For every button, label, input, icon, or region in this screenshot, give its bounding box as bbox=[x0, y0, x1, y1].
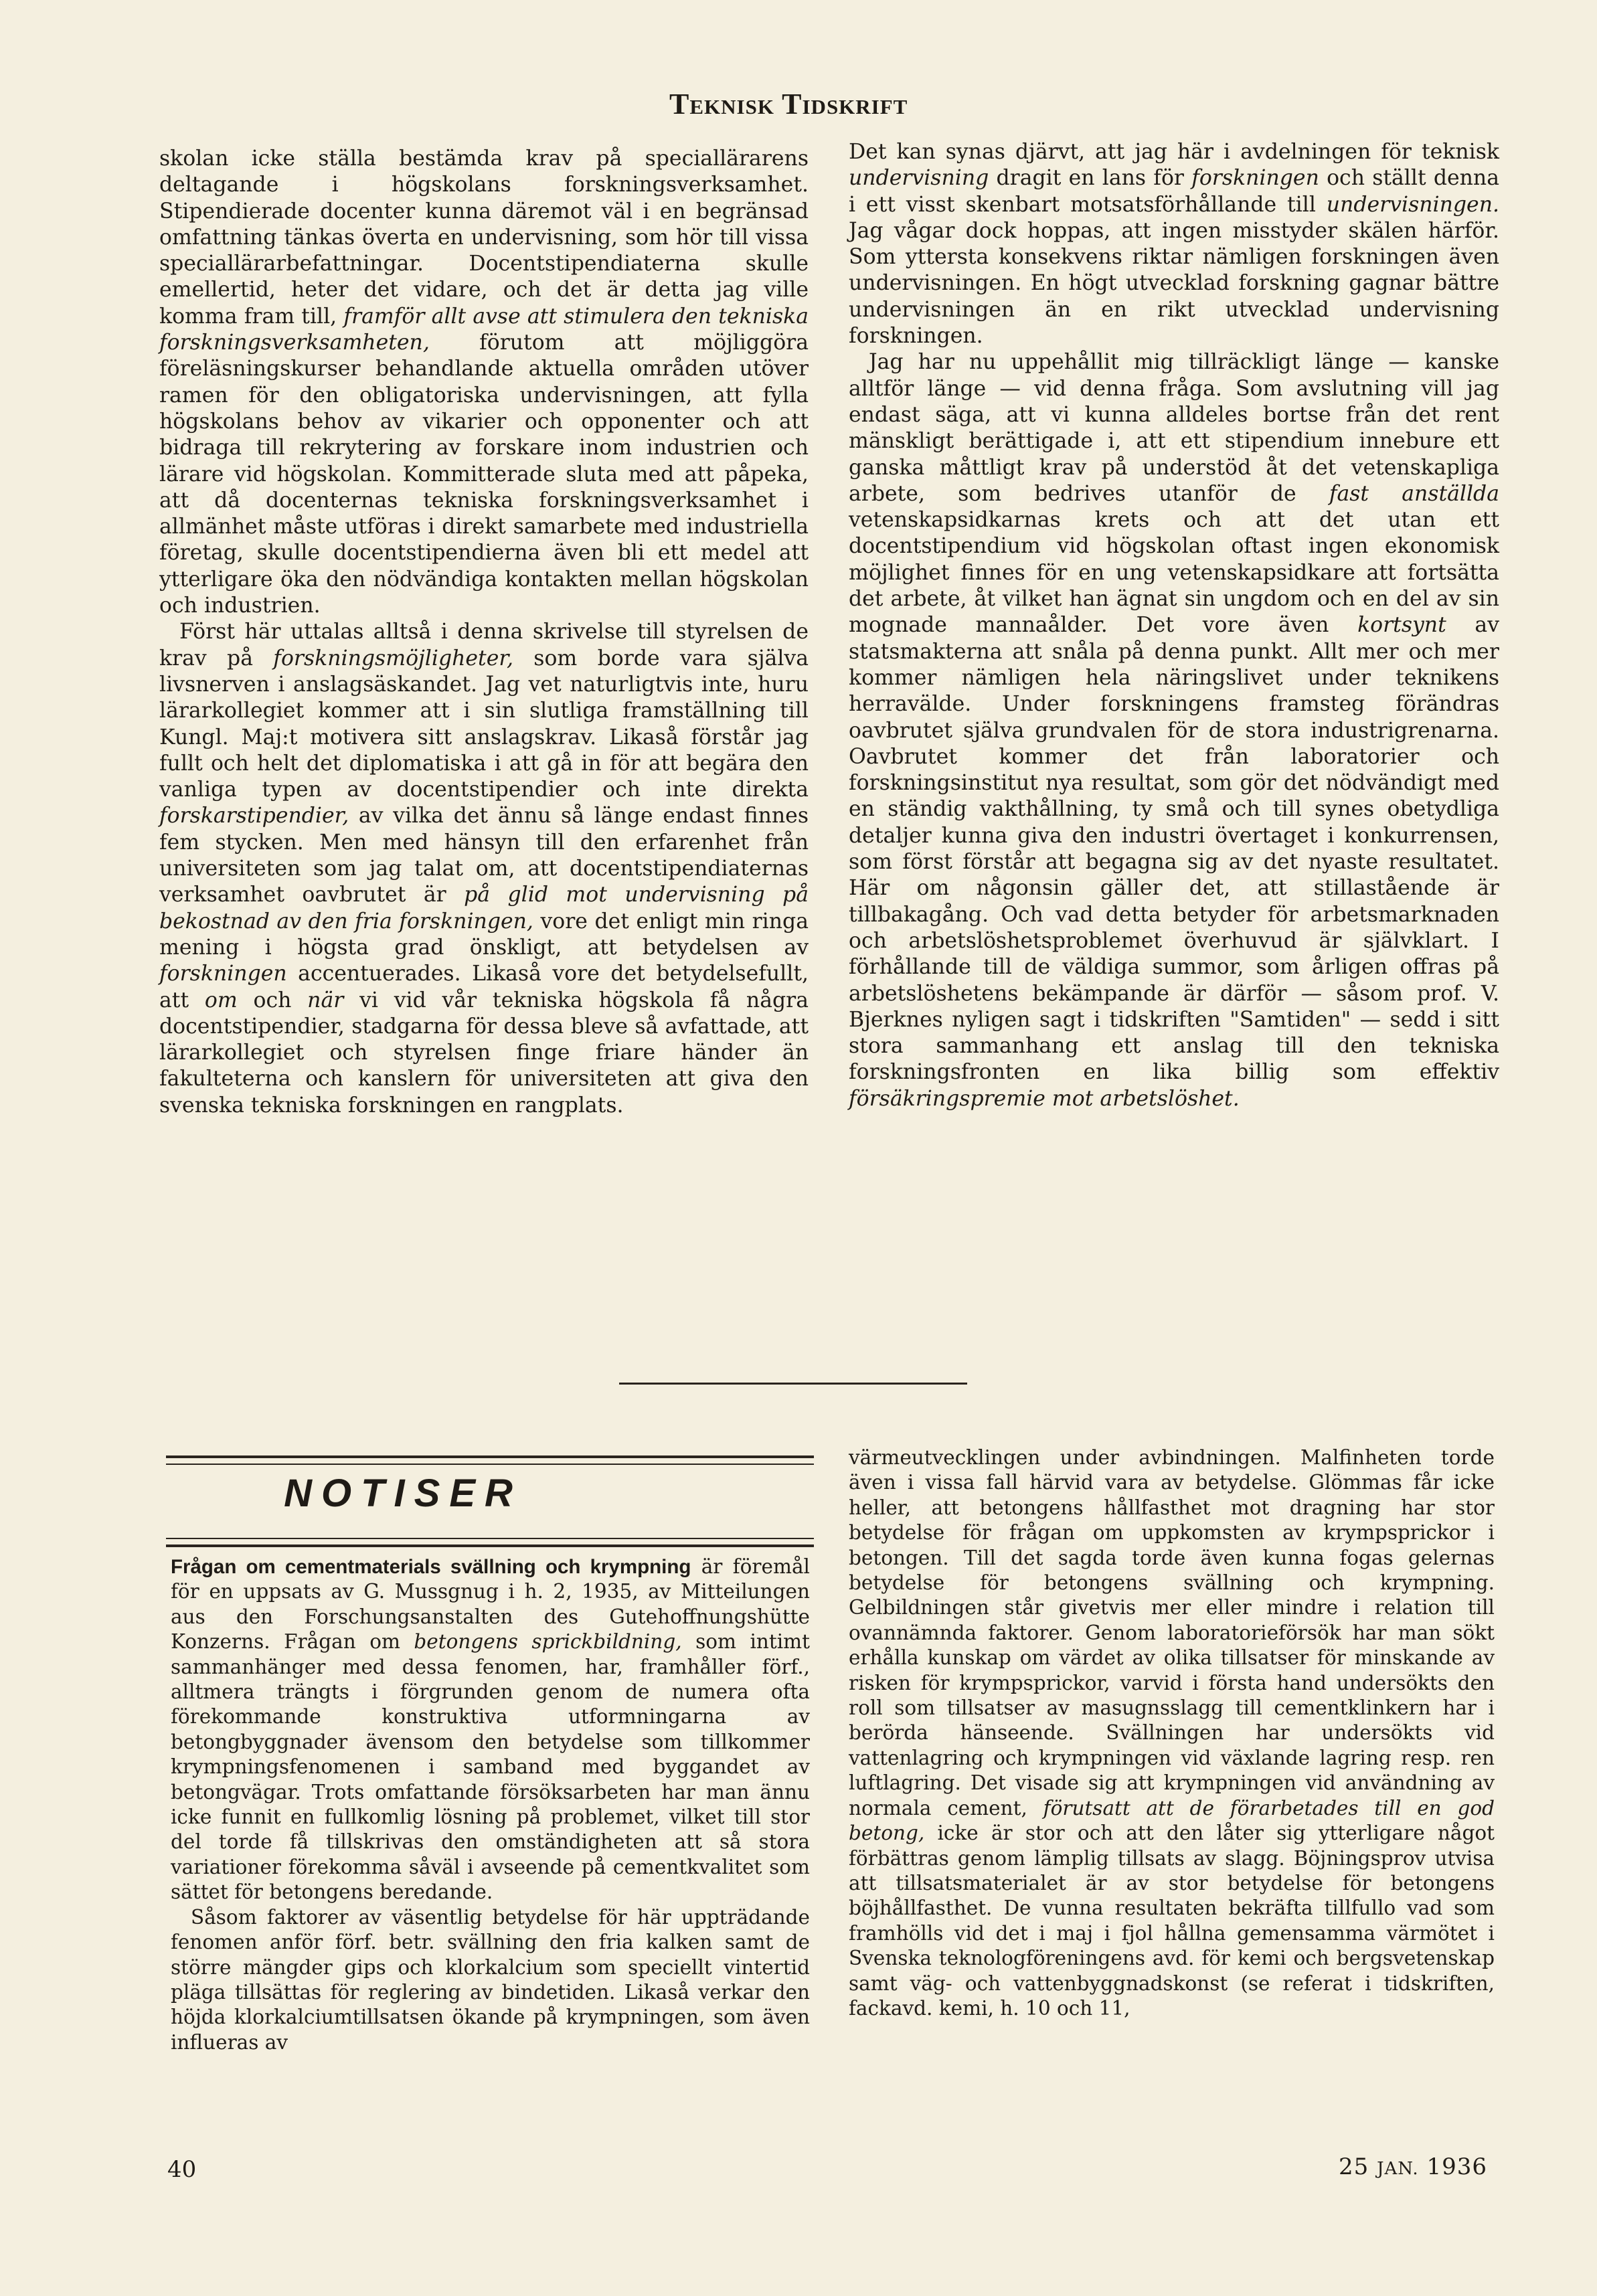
paragraph bbox=[849, 349, 1499, 1112]
date-day: 25 bbox=[1339, 2153, 1369, 2180]
double-rule bbox=[166, 1455, 814, 1465]
text-run: accentuerades. Likaså vore det betydelsefullt, att bbox=[159, 962, 809, 1012]
article-column-right bbox=[849, 139, 1499, 1112]
text-run: och ställt denna i ett visst skenbart motsatsförhållande till bbox=[849, 166, 1499, 217]
text-run: vetenskapsidkarnas krets och att det utan ett docentstipendium vid högskolan oftast ingen ekonomisk möjlighet finnes för en ung vetenskapsidkare att fortsätta det arbete, åt vilket han ägnat sin ungdom och en del av sin mognade mannaålder. Det vore även bbox=[849, 508, 1499, 638]
italic-text-run: om bbox=[204, 988, 238, 1012]
text-run: och bbox=[237, 988, 308, 1012]
journal-title: Teknisk Tidskrift bbox=[669, 88, 908, 120]
text-run: värmeutvecklingen under avbindningen. Malfinheten torde även i vissa fall härvid vara av betydelse. Glömmas får icke heller, att betongens hållfasthet mot dragning har stor betydelse för frågan om uppkomsten av krympsprickor i betongen. Till det sagda torde även kunna fogas gelernas betydelse för betongens svällning och krympning. Gelbildningen står givetvis mer eller mindre i relation till ovannämnda faktorer. Genom laboratorieförsök har man sökt erhålla kunskap om värdet av olika tillsatser för minskande av risken för krympsprickor, varvid i första hand undersökts den roll som tillsatser av masugnsslagg till cementklinkern har i berörda hänseende. Svällningen har undersökts vid vattenlagring och krympningen vid växlande lagring resp. ren luftlagring. Det visade sig att krympningen vid användning av normala cement, bbox=[849, 1446, 1495, 1820]
italic-text-run: fast anställda bbox=[1329, 481, 1499, 506]
italic-text-run: försäkringspremie mot arbetslöshet. bbox=[849, 1086, 1240, 1111]
issue-date bbox=[1339, 2153, 1487, 2180]
text-run: Det kan synas djärvt, att jag här i avdelningen för teknisk bbox=[849, 140, 1499, 164]
section-title: NOTISER bbox=[284, 1472, 522, 1515]
paragraph bbox=[159, 619, 809, 1119]
page-number: 40 bbox=[167, 2156, 197, 2183]
italic-text-run: framför allt avse att stimulera den tekniska forskningsverksamheten, bbox=[159, 304, 809, 355]
text-run: Först här uttalas alltså i denna skrivelse till styrelsen de krav på bbox=[159, 620, 809, 671]
italic-text-run: forskningen bbox=[159, 962, 287, 986]
paragraph bbox=[849, 139, 1499, 349]
text-run: icke är stor och att den låter sig ytterligare något förbättras genom lämplig tillsats av slagg. Böjningsprov utvisa att tillsatsmaterialet är av stor betydelse för betongens böjhållfasthet. De vunna resultaten bekräfta tillfullo vad som framhölls vid det i maj i fjol hållna gemensamma värmötet i Svenska teknologföreningens avd. för kemi och bergsvetenskap samt väg- och vattenbyggnadskonst (se referat i tidskriften, fackavd. kemi, h. 10 och 11, bbox=[849, 1822, 1495, 2020]
text-run: vore det enligt min ringa mening i högsta grad önskligt, att betydelsen av bbox=[159, 909, 809, 960]
text-run: vi vid vår tekniska högskola få några docentstipendier, stadgarna för dessa bleve så avfattade, att lärarkollegiet och styrelsen finge friare händer än fakulteterna och kanslern för universiteten att giva den svenska tekniska forskningen en rangplats. bbox=[159, 988, 809, 1118]
paragraph: Såsom faktorer av väsentlig betydelse för här uppträdande fenomen anför förf. betr. svällning den fria kalken samt de större mängder gips och klorkalcium som speciellt vintertid pläga tillsättas för reglering av bindetiden. Likaså verkar den höjda klorkalciumtillsatsen ökande på krympningen, som även influeras av bbox=[171, 1905, 810, 2054]
text-run: dragit en lans för bbox=[989, 166, 1192, 191]
text-run: som intimt sammanhänger med dessa fenomen, har, framhåller förf., alltmera trängts i förgrunden genom de numera ofta förekommande konstruktiva utformningarna av betongbyggnader ävensom den betydelse som tillkommer krympningsfenomenen i samband med byggandet av betongvägar. Trots omfattande försöksarbeten har man ännu icke funnit en fullkomlig lösning på problemet, vilket till stor del torde få tillskrivas den omständigheten att så stora variationer förekomma såväl i avseende på cementkvalitet som sättet för betongens beredande. bbox=[171, 1630, 810, 1904]
paragraph bbox=[849, 1445, 1495, 2021]
italic-text-run: forskningsmöjligheter, bbox=[273, 646, 513, 671]
paragraph bbox=[159, 146, 809, 619]
section-divider bbox=[619, 1383, 967, 1385]
italic-text-run: när bbox=[307, 988, 344, 1012]
italic-text-run: betongens sprickbildning, bbox=[414, 1630, 682, 1654]
text-run: skolan icke ställa bestämda krav på speciallärarens deltagande i högskolans forskningsverksamhet. Stipendierade docenter kunna däremot väl i en begränsad omfattning tänkas överta en undervisning, som hör till vissa speciallärarbefattningar. Docentstipendiaterna skulle emellertid, heter det vidare, och det är detta jag ville komma fram till, bbox=[159, 147, 809, 329]
paragraph bbox=[171, 1555, 810, 1905]
notice-column-right bbox=[849, 1445, 1495, 2021]
article-column-left bbox=[159, 146, 809, 1119]
text-run: som borde vara själva livsnerven i anslagsäskandet. Jag vet naturligtvis inte, huru lärarkollegiet kommer att i sin slutliga framställning till Kungl. Maj:t motivera sitt anslagskrav. Likaså förstår jag fullt och helt det diplomatiska i att gå in för att begära den vanliga typen av docentstipendier och inte direkta bbox=[159, 646, 809, 802]
notice-column-left bbox=[171, 1555, 810, 2055]
italic-text-run: forskningen bbox=[1191, 166, 1319, 191]
text-run: Jag har nu uppehållit mig tillräckligt länge — kanske alltför länge — vid denna fråga. Som avslutning vill jag endast säga, att vi kunna alldeles bortse från det rent mänskligt berättigade i, att ett stipendium innebure ett ganska måttligt krav på understöd åt det vetenskapliga arbete, som bedrives utanför de bbox=[849, 350, 1499, 506]
date-month: JAN. bbox=[1377, 2159, 1419, 2179]
text-run: förutom att möjliggöra föreläsningskurser behandlande aktuella områden utöver ramen för den obligatoriska undervisningen, att fylla högskolans behov av vikarier och opponenter och att bidraga till rekrytering av forskare inom industrien och lärare vid högskolan. Kommitterade sluta med att påpeka, att då docenternas tekniska forskningsverksamhet i allmänhet måste utföras i direkt samarbete med industriella företag, skulle docentstipendierna även bli ett medel att ytterligare öka den nödvändiga kontakten mellan högskolan och industrien. bbox=[159, 331, 809, 618]
italic-text-run: förutsatt att de förarbetades till en god betong, bbox=[849, 1796, 1495, 1845]
text-run: av vilka det ännu så länge endast finnes fem stycken. Men med hänsyn till den erfarenhet från universiteten som jag talat om, att docentstipendiaternas verksamhet oavbrutet är bbox=[159, 804, 809, 907]
notice-heading: Frågan om cementmaterials svällning och krympning bbox=[171, 1556, 691, 1578]
text-run: av statsmakterna att snåla på denna punkt. Allt mer och mer kommer nämligen hela näringslivet under teknikens herravälde. Under forskningens framsteg förändras oavbrutet själva grundvalen för de stora industrigrenarna. Oavbrutet kommer det från laboratorier och forskningsinstitut nya resultat, som gör det nödvändigt med en ständig vakthållning, ty små och till synes obetydliga detaljer kunna giva den industri övertaget i konkurrensen, som först förstår att begagna sig av det nyaste resultatet. Här om någonsin gäller det, att stillastående är tillbakagång. Och vad detta betyder för arbetsmarknaden och arbetslöshetsproblemet överhuvud är självklart. I förhållande till de väldiga summor, som årligen offras på arbetslöshetens bekämpande är därför — såsom prof. V. Bjerknes nyligen sagt i tidskriften "Samtiden" — sedd i sitt stora sammanhang ett anslag till den tekniska forskningsfronten en lika billig som effektiv bbox=[849, 613, 1500, 1085]
italic-text-run: forskarstipendier, bbox=[159, 804, 349, 828]
text-run: är föremål för en uppsats av G. Mussgnug i h. 2, 1935, av Mitteilungen aus den Forschungsanstalten des Gutehoffnungshütte Konzerns. Frågan om bbox=[171, 1555, 810, 1654]
date-year: 1936 bbox=[1426, 2153, 1487, 2180]
text-run: Jag vågar dock hoppas, att ingen misstyder skälen härför. Som yttersta konsekvens riktar nämligen forskningen även undervisningen. En högt utvecklad forskning gagnar bättre undervisningen än en rikt utvecklad undervisning forskningen. bbox=[849, 218, 1499, 349]
italic-text-run: undervisningen. bbox=[1326, 192, 1499, 217]
double-rule bbox=[166, 1538, 814, 1547]
italic-text-run: kortsynt bbox=[1357, 613, 1446, 638]
italic-text-run: på glid mot undervisning på bekostnad av den fria forskningen, bbox=[159, 883, 809, 934]
italic-text-run: undervisning bbox=[849, 166, 989, 191]
